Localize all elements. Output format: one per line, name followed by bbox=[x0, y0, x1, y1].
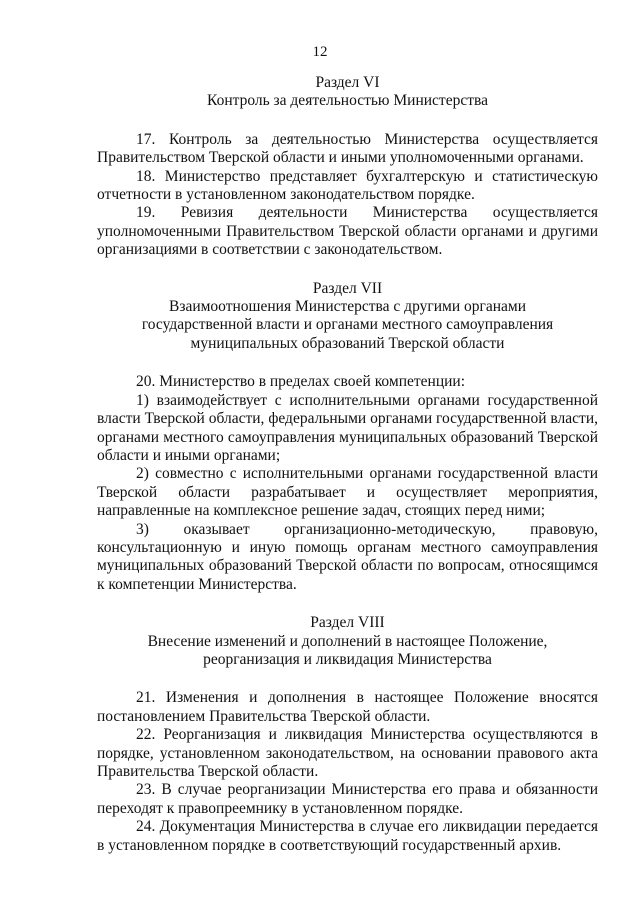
page-number: 12 bbox=[312, 44, 328, 60]
section-heading: Раздел VII bbox=[312, 279, 383, 297]
paragraph: 1) взаимодействует с исполнительными органами государственной власти Тверской области, федеральными органами государственной власти, органами местного самоуправления муниципальных образований Тверской области и иными органами; bbox=[97, 391, 598, 464]
paragraph: 2) совместно с исполнительными органами государственной власти Тверской области разрабатывает и осуществляет мероприятия, направленные на комплексное решение задач, стоящих перед ними; bbox=[97, 465, 598, 520]
paragraph: 18. Министерство представляет бухгалтерскую и статистическую отчетности в установленном законодательством порядке. bbox=[97, 167, 598, 204]
section-title-line: Внесение изменений и дополнений в настоящее Положение, bbox=[147, 632, 548, 650]
paragraph: 24. Документация Министерства в случае его ликвидации передается в установленном порядке в соответствующий государственный архив. bbox=[97, 818, 598, 854]
paragraph: 19. Ревизия деятельности Министерства осуществляется уполномоченными Правительством Тверской области органами и другими организациями в соответствии с законодательством. bbox=[97, 204, 598, 259]
section-heading: Раздел VIII bbox=[310, 614, 385, 632]
paragraph: 22. Реорганизация и ликвидация Министерства осуществляются в порядке, установленном законодательством, на основании правового акта Правительства Тверской области. bbox=[97, 726, 598, 780]
paragraph: 20. Министерство в пределах своей компетенции: bbox=[136, 373, 466, 391]
paragraph: 21. Изменения и дополнения в настоящее Положение вносятся постановлением Правительства Тверской области. bbox=[97, 689, 598, 725]
paragraph: 23. В случае реорганизации Министерства его права и обязанности переходят к правопреемнику в установленном порядке. bbox=[97, 781, 598, 817]
section-7 bbox=[97, 280, 598, 595]
section-title-line: Взаимоотношения Министерства с другими органами bbox=[168, 298, 527, 316]
paragraph: 17. Контроль за деятельностью Министерства осуществляется Правительством Тверской области и иными уполномоченными органами. bbox=[97, 130, 598, 167]
paragraph: 3) оказывает организационно-методическую, правовую, консультационную и иную помощь органам местного самоуправления муниципальных образований Тверской области по вопросам, относящимся к компетенции Министерства. bbox=[97, 520, 598, 593]
section-title-line: реорганизация и ликвидация Министерства bbox=[203, 650, 492, 668]
section-title-line: муниципальных образований Тверской области bbox=[190, 334, 505, 352]
section-title-line: Контроль за деятельностью Министерства bbox=[207, 92, 488, 110]
section-heading: Раздел VI bbox=[315, 74, 380, 91]
section-title-line: государственной власти и органами местного самоуправления bbox=[141, 316, 554, 334]
document-body bbox=[97, 74, 598, 855]
section-6 bbox=[97, 74, 598, 260]
section-8 bbox=[97, 614, 598, 855]
